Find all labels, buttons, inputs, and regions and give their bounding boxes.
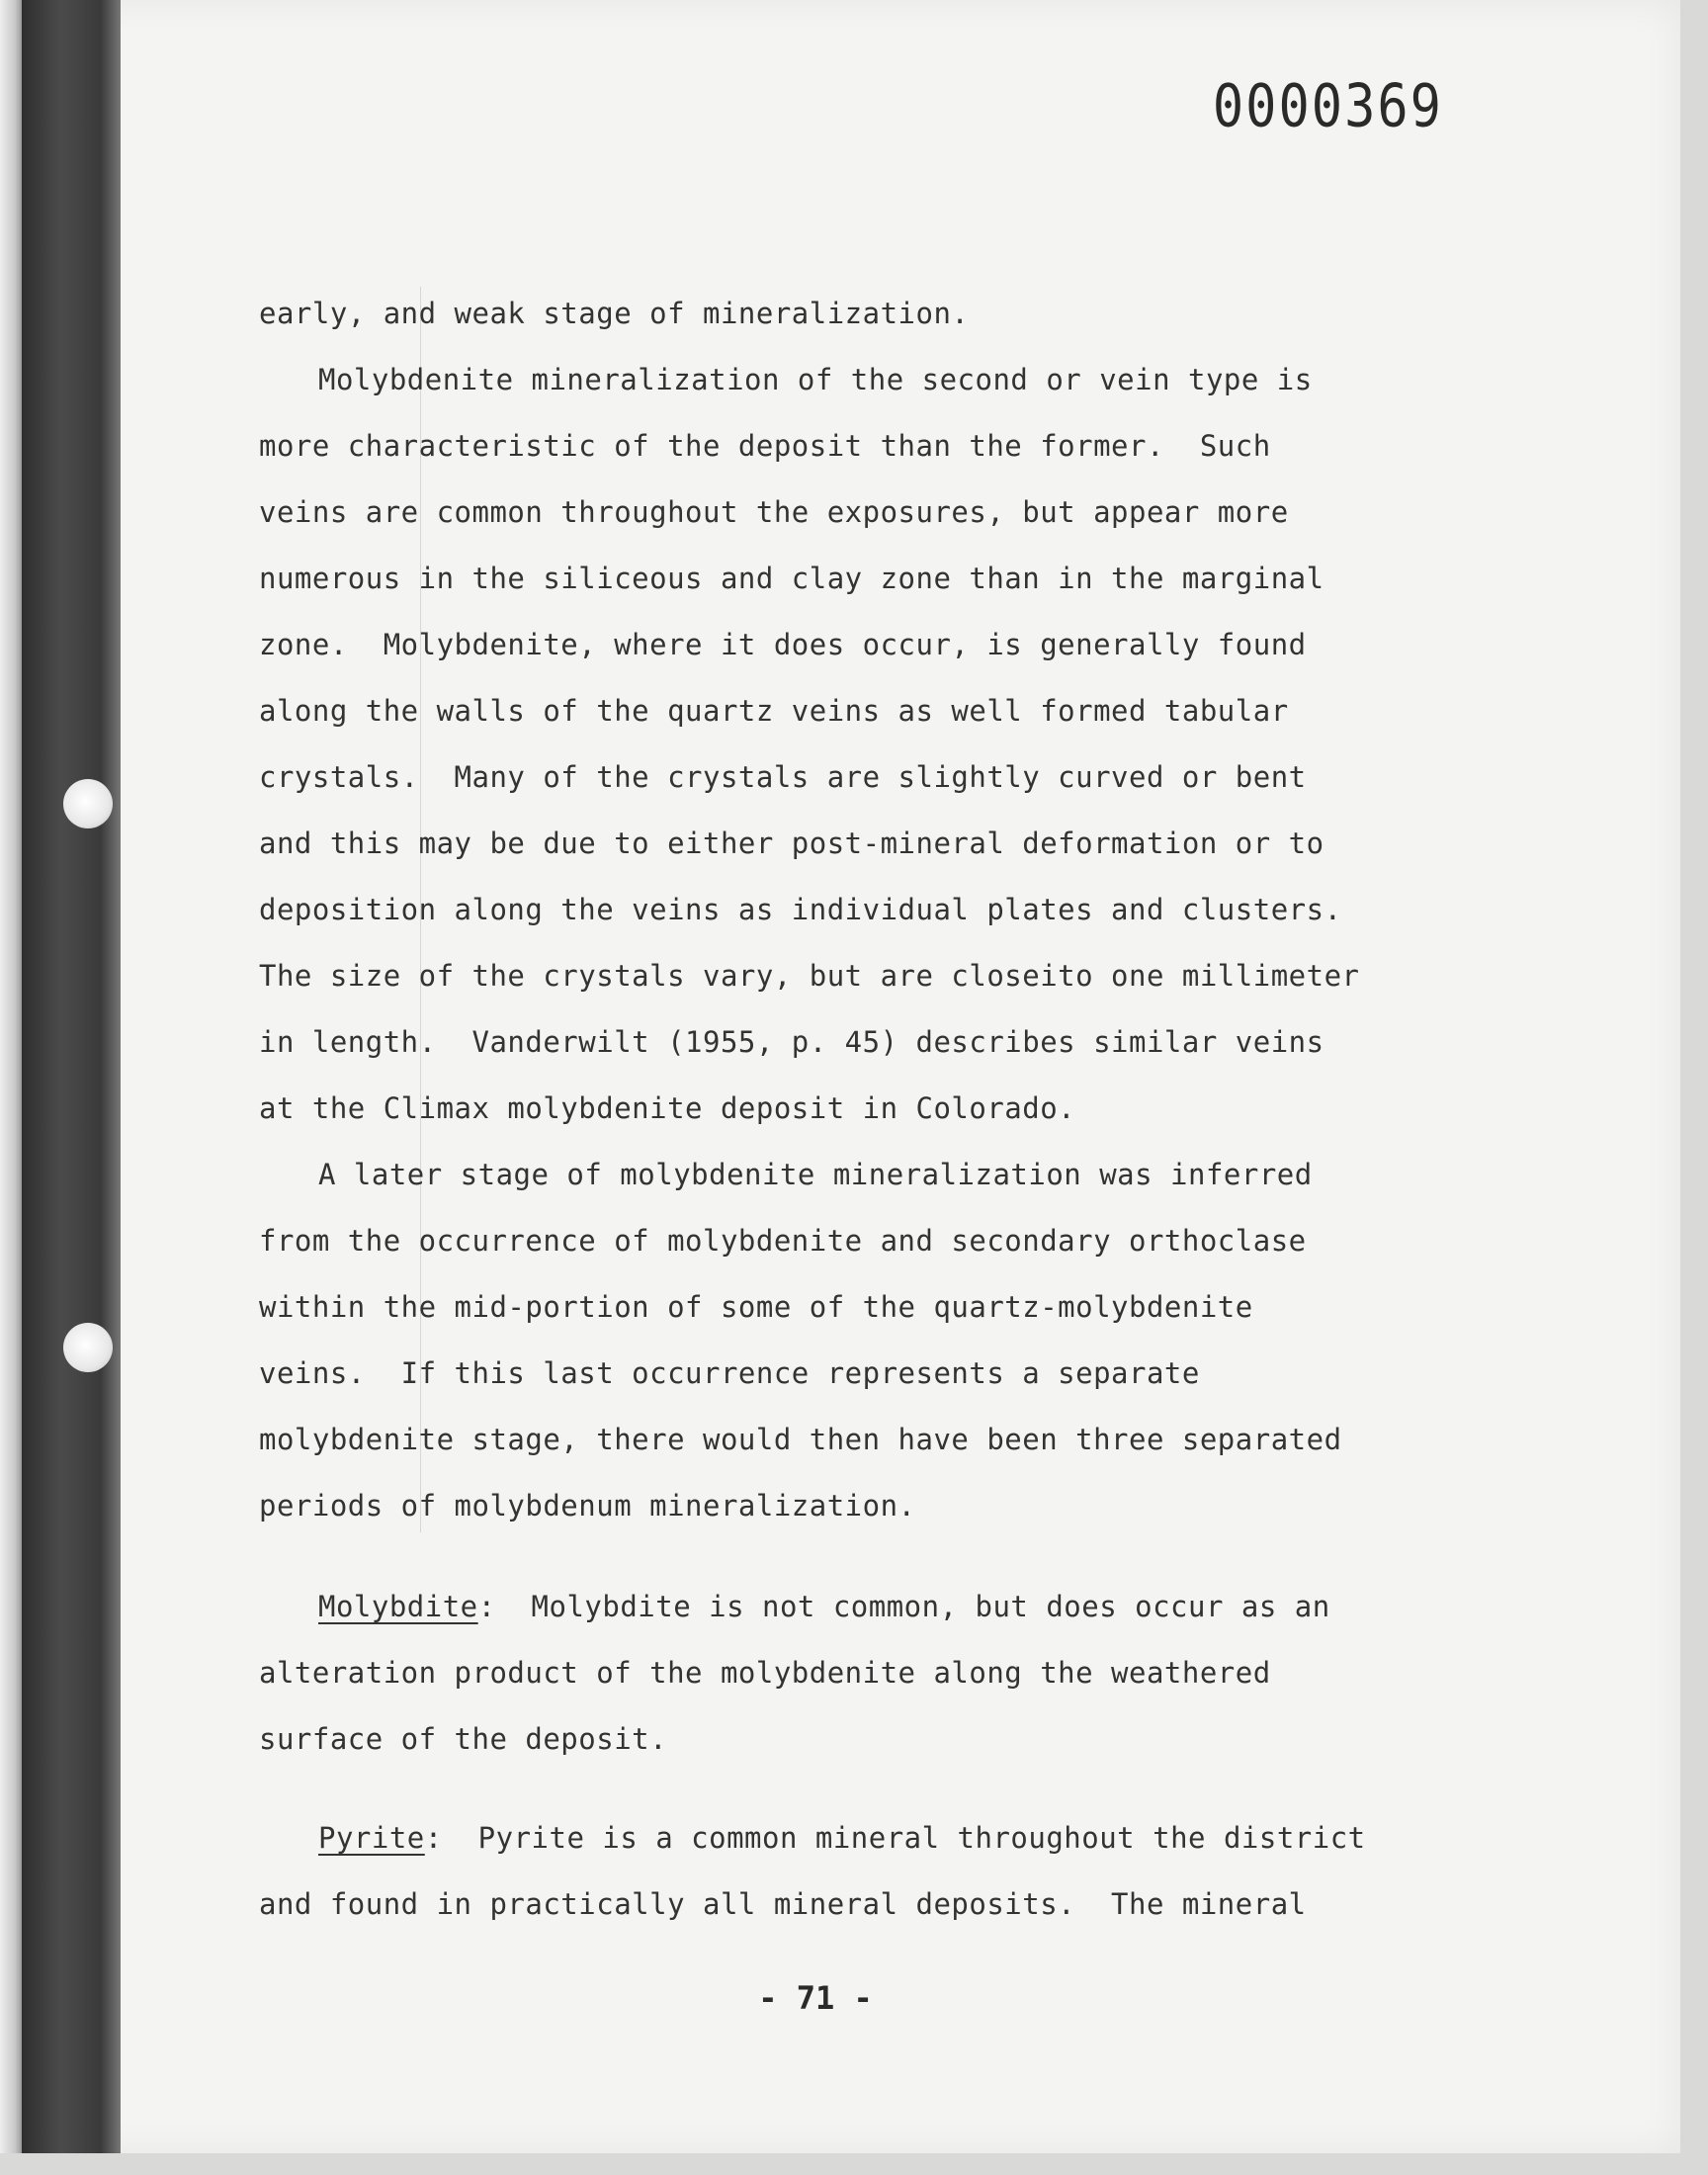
text-line: veins are common throughout the exposures, but appear more xyxy=(259,495,1289,529)
molybdite-first-line: : Molybdite is not common, but does occur as an xyxy=(477,1590,1330,1623)
text-line: crystals. Many of the crystals are slightly curved or bent xyxy=(259,760,1307,794)
binding-edge xyxy=(0,0,22,2153)
pyrite-section xyxy=(259,1805,1524,1938)
text-line: molybdenite stage, there would then have been three separated xyxy=(259,1423,1342,1456)
molybdite-section xyxy=(259,1574,1524,1773)
text-line: from the occurrence of molybdenite and secondary orthoclase xyxy=(259,1224,1307,1258)
text-line: alteration product of the molybdenite along the weathered xyxy=(259,1656,1271,1690)
text-line: along the walls of the quartz veins as well formed tabular xyxy=(259,694,1289,728)
text-line: Molybdenite mineralization of the second or vein type is xyxy=(318,363,1313,396)
text-line: at the Climax molybdenite deposit in Colorado. xyxy=(259,1091,1076,1125)
paragraph-3 xyxy=(259,1142,1524,1539)
molybdite-heading: Molybdite xyxy=(318,1590,478,1623)
text-line: more characteristic of the deposit than the former. Such xyxy=(259,429,1271,463)
text-line: deposition along the veins as individual plates and clusters. xyxy=(259,893,1342,926)
text-line: in length. Vanderwilt (1955, p. 45) describes similar veins xyxy=(259,1025,1324,1059)
punch-hole xyxy=(63,1323,113,1372)
text-line xyxy=(259,1574,1524,1640)
text-line: early, and weak stage of mineralization. xyxy=(259,297,970,330)
punch-hole xyxy=(63,779,113,828)
pyrite-first-line: : Pyrite is a common mineral throughout the district xyxy=(424,1821,1366,1855)
page-number: - 71 - xyxy=(758,1979,873,2017)
paragraph-2 xyxy=(259,347,1524,1142)
document-number: 0000369 xyxy=(1212,72,1443,141)
text-line: numerous in the siliceous and clay zone than in the marginal xyxy=(259,562,1324,595)
binding-strip xyxy=(22,0,121,2153)
paragraph-1 xyxy=(259,281,1524,347)
text-line: The size of the crystals vary, but are closeito one millimeter xyxy=(259,959,1360,993)
text-line: surface of the deposit. xyxy=(259,1722,668,1756)
text-line xyxy=(259,1805,1524,1871)
text-line: zone. Molybdenite, where it does occur, is generally found xyxy=(259,628,1307,661)
text-line: periods of molybdenum mineralization. xyxy=(259,1489,916,1522)
text-line: veins. If this last occurrence represents a separate xyxy=(259,1356,1200,1390)
text-line: and found in practically all mineral deposits. The mineral xyxy=(259,1887,1307,1921)
text-line: A later stage of molybdenite mineralization was inferred xyxy=(318,1158,1313,1191)
pyrite-heading: Pyrite xyxy=(318,1821,425,1855)
text-line: and this may be due to either post-mineral deformation or to xyxy=(259,826,1324,860)
text-line: within the mid-portion of some of the quartz-molybdenite xyxy=(259,1290,1253,1324)
